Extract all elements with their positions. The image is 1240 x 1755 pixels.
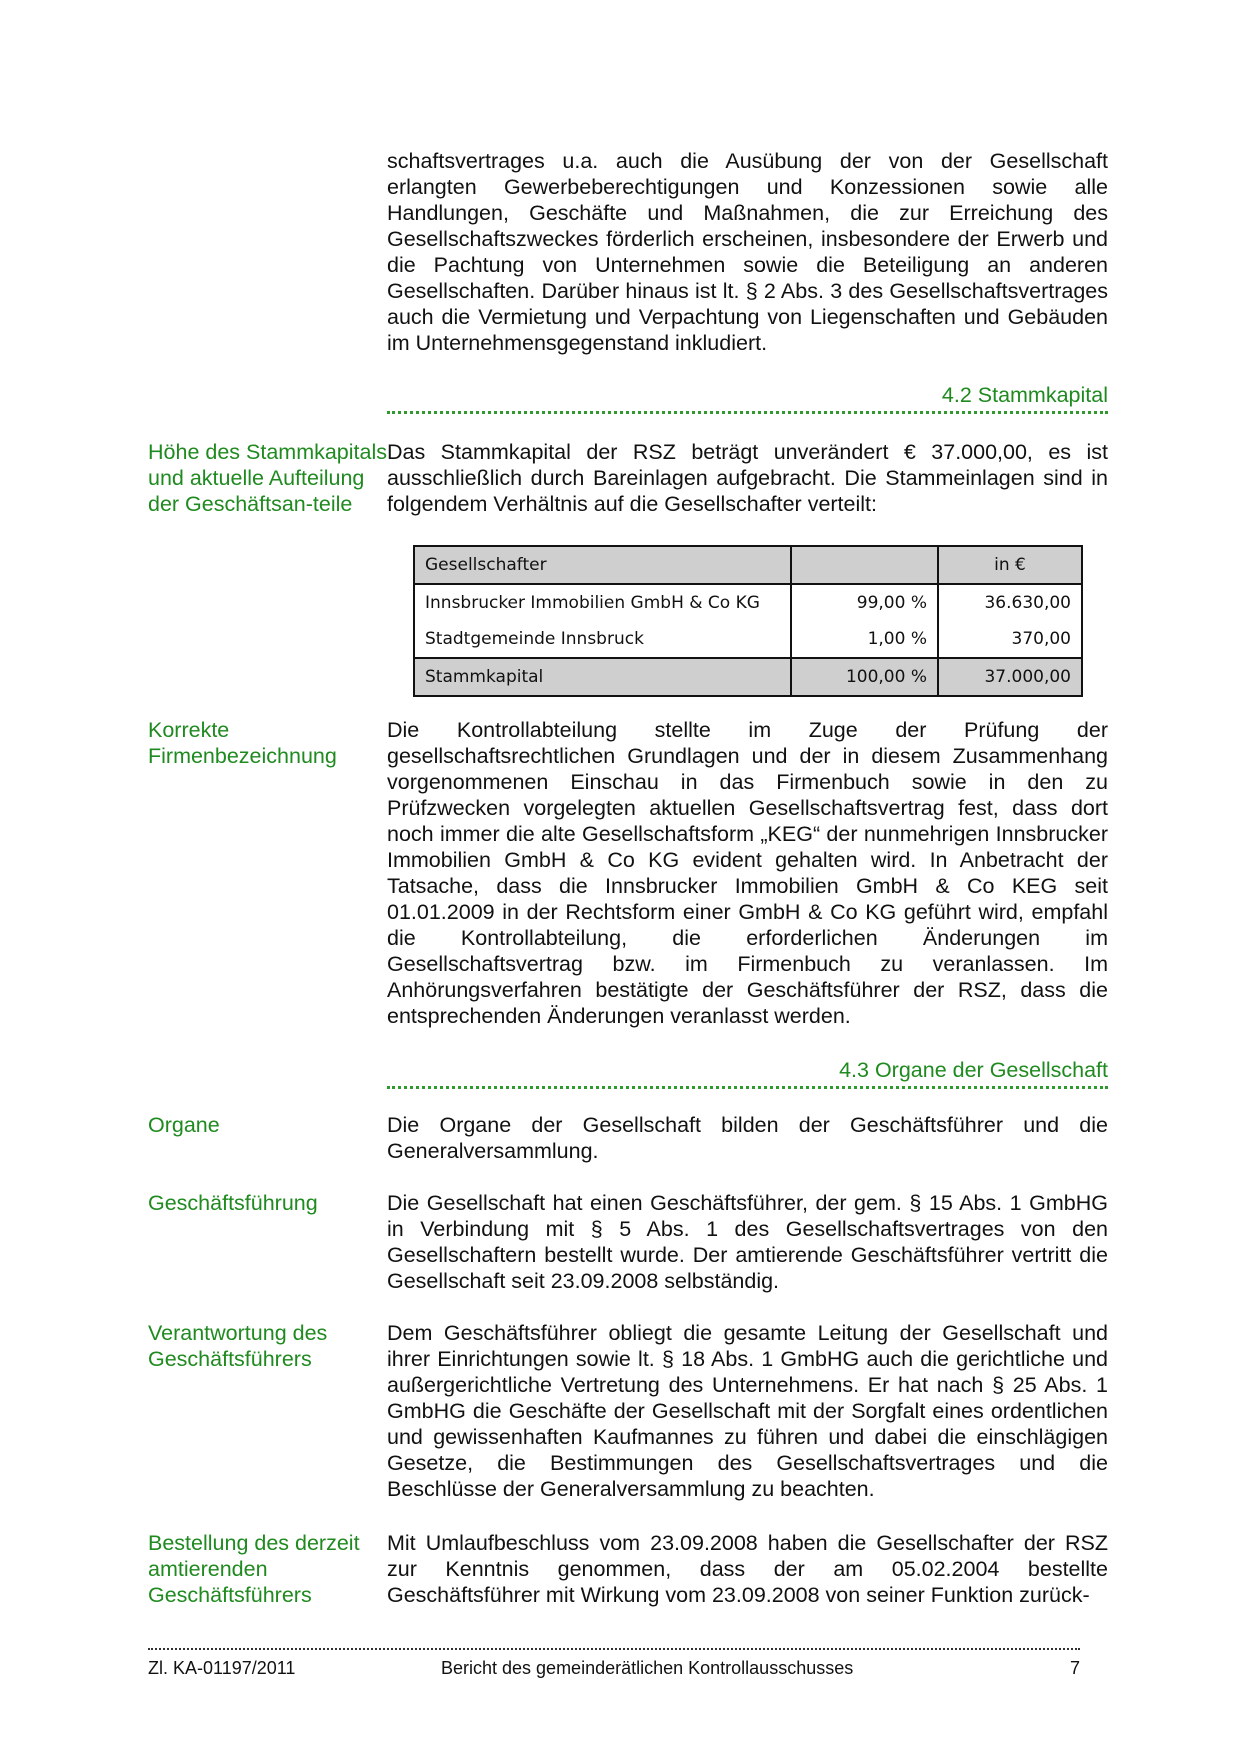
section-heading-4-2: 4.2 Stammkapital (941, 383, 1108, 407)
shareholder-percent: 99,00 % (791, 584, 938, 621)
table-row (414, 621, 1082, 658)
firmenbezeichnung-block (148, 717, 1108, 1029)
shareholder-name: Innsbrucker Immobilien GmbH & Co KG (414, 584, 791, 621)
intro-block (148, 148, 1108, 356)
bestellung-block (148, 1530, 1108, 1608)
side-label-empty (148, 148, 387, 356)
table-row (414, 584, 1082, 621)
heading-rule (387, 411, 1108, 414)
bestellung-paragraph: Mit Umlaufbeschluss vom 23.09.2008 haben die Gesellschafter der RSZ zur Kenntnis genommen, dass der am 05.02.2004 bestellte Geschäftsführer mit Wirkung vom 23.09.2008 von seiner Funktion zurück- (387, 1531, 1108, 1607)
total-label: Stammkapital (414, 658, 791, 696)
geschaeftsfuehrung-paragraph: Die Gesellschaft hat einen Geschäftsführer, der gem. § 15 Abs. 1 GmbHG in Verbindung mit § 5 Abs. 1 des Gesellschaftsvertrages von den Gesellschaftern bestellt wurde. Der amtierende Geschäftsführer vertritt die Gesellschaft seit 23.09.2008 selbständig. (387, 1191, 1108, 1293)
shareholder-percent: 1,00 % (791, 621, 938, 658)
footer-title: Bericht des gemeinderätlichen Kontrollausschusses (441, 1658, 854, 1678)
stammkapital-paragraph: Das Stammkapital der RSZ beträgt unverändert € 37.000,00, es ist ausschließlich durch Bareinlagen aufgebracht. Die Stammeinlagen sind in folgendem Verhältnis auf die Gesellschafter verteilt: (387, 440, 1108, 516)
side-label-firmenbezeichnung: Korrekte Firmenbezeichnung (148, 718, 337, 768)
side-label-stammkapital: Höhe des Stammkapitals und aktuelle Aufteilung der Geschäftsan-teile (148, 440, 387, 516)
organe-block (148, 1112, 1108, 1164)
side-label-bestellung: Bestellung des derzeit amtierenden Geschäftsführers (148, 1531, 360, 1607)
stammkapital-block (148, 439, 1108, 517)
heading-rule (387, 1086, 1108, 1089)
side-label-organe: Organe (148, 1113, 220, 1137)
shareholder-amount: 36.630,00 (938, 584, 1082, 621)
verantwortung-block (148, 1320, 1108, 1502)
table-total-row (414, 658, 1082, 696)
table-header-row (414, 546, 1082, 584)
header-gesellschafter: Gesellschafter (414, 546, 791, 584)
footer-reference: Zl. KA-01197/2011 (148, 1658, 296, 1678)
header-amount: in € (938, 546, 1082, 584)
verantwortung-paragraph: Dem Geschäftsführer obliegt die gesamte Leitung der Gesellschaft und ihrer Einrichtungen sowie lt. § 18 Abs. 1 GmbHG auch die gerichtliche und außergerichtliche Vertretung des Unternehmens. Er hat nach § 25 Abs. 1 GmbHG die Geschäfte der Gesellschaft mit der Sorgfalt eines ordentlichen und gewissenhaften Kaufmannes zu führen und dabei die einschlägigen Gesetze, die Bestimmungen des Gesellschaftsvertrages und die Beschlüsse der Generalversammlung zu beachten. (387, 1321, 1108, 1501)
footer-rule (148, 1648, 1080, 1650)
header-percent (791, 546, 938, 584)
side-label-geschaeftsfuehrung: Geschäftsführung (148, 1191, 318, 1215)
section-heading-4-3: 4.3 Organe der Gesellschaft (839, 1058, 1108, 1082)
page-footer (148, 1658, 1080, 1679)
shareholder-name: Stadtgemeinde Innsbruck (414, 621, 791, 658)
page-number: 7 (1069, 1658, 1080, 1678)
firmenbezeichnung-paragraph: Die Kontrollabteilung stellte im Zuge der Prüfung der gesellschaftsrechtlichen Grundlagen und der in diesem Zusammenhang vorgenommenen Einschau in das Firmenbuch sowie in den zu Prüfzwecken vorgelegten aktuellen Gesellschaftsvertrag fest, dass dort noch immer die alte Gesellschaftsform „KEG“ der nunmehrigen Innsbrucker Immobilien GmbH & Co KG evident gehalten wird. In Anbetracht der Tatsache, dass die Innsbrucker Immobilien GmbH & Co KEG seit 01.01.2009 in der Rechtsform einer GmbH & Co KG geführt wird, empfahl die Kontrollabteilung, die erforderlichen Änderungen im Gesellschaftsvertrag bzw. im Firmenbuch zu veranlassen. Im Anhörungsverfahren bestätigte der Geschäftsführer der RSZ, dass die entsprechenden Änderungen veranlasst werden. (387, 718, 1108, 1028)
side-label-verantwortung: Verantwortung des Geschäftsführers (148, 1321, 328, 1371)
total-amount: 37.000,00 (938, 658, 1082, 696)
geschaeftsfuehrung-block (148, 1190, 1108, 1294)
total-percent: 100,00 % (791, 658, 938, 696)
shareholder-amount: 370,00 (938, 621, 1082, 658)
intro-paragraph: schaftsvertrages u.a. auch die Ausübung der von der Gesellschaft erlangten Gewerbeberechtigungen und Konzessionen sowie alle Handlungen, Geschäfte und Maßnahmen, die zur Erreichung des Gesellschaftszweckes förderlich erscheinen, insbesondere der Erwerb und die Pachtung von Unternehmen sowie die Beteiligung an anderen Gesellschaften. Darüber hinaus ist lt. § 2 Abs. 3 des Gesellschaftsvertrages auch die Vermietung und Verpachtung von Liegenschaften und Gebäuden im Unternehmensgegenstand inkludiert. (387, 149, 1108, 355)
shareholder-table (413, 545, 1083, 697)
organe-paragraph: Die Organe der Gesellschaft bilden der Geschäftsführer und die Generalversammlung. (387, 1113, 1108, 1163)
